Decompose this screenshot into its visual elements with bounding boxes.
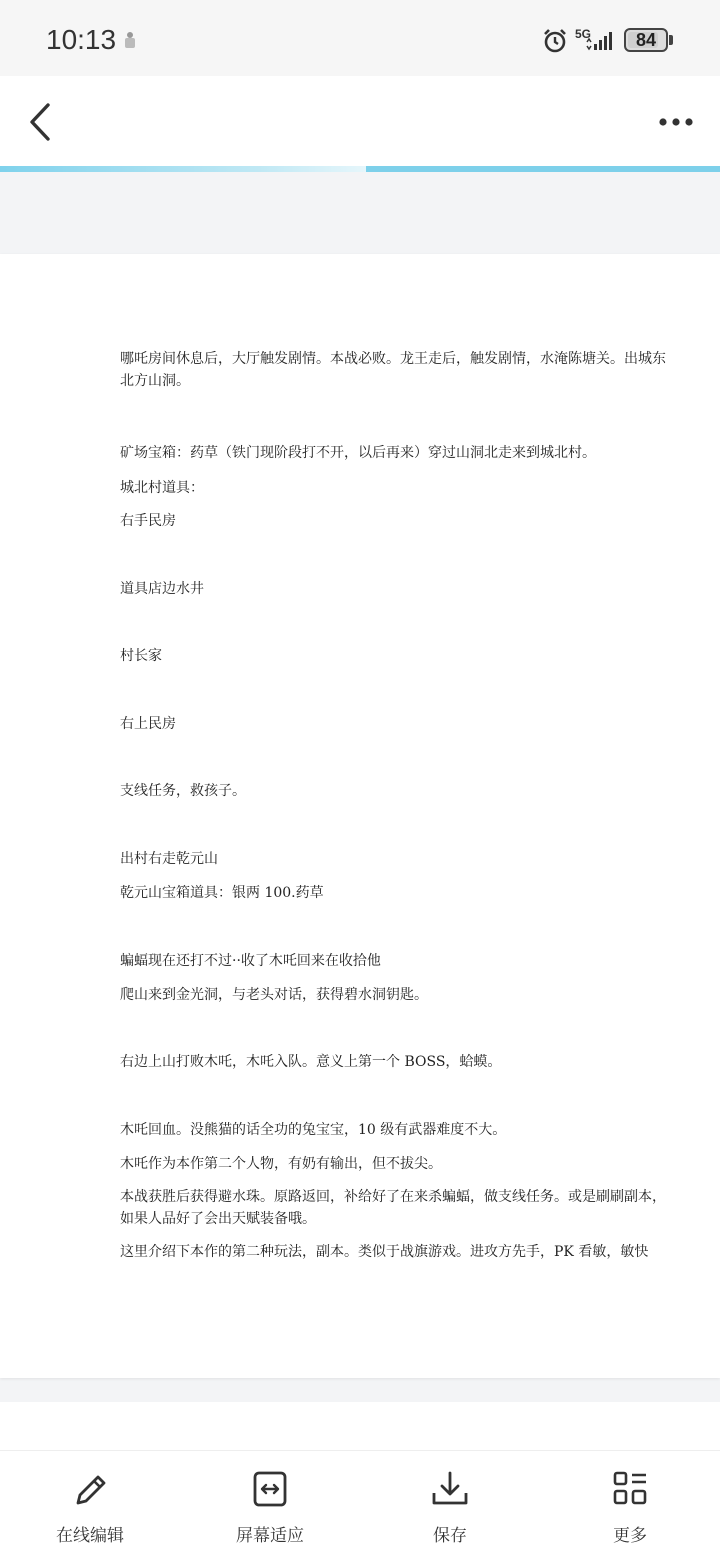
doc-paragraph: 乾元山宝箱道具：银两 100.药草 — [120, 885, 324, 901]
doc-paragraph: 蝙蝠现在还打不过··收了木吒回来在收拾他 — [120, 953, 381, 969]
page-gap — [0, 172, 720, 254]
alarm-icon — [542, 28, 568, 54]
more-options-button[interactable] — [654, 104, 698, 140]
doc-paragraph: 右上民房 — [120, 716, 176, 732]
more-horizontal-icon — [658, 117, 694, 127]
battery-cap — [669, 35, 673, 45]
battery-indicator — [624, 28, 668, 52]
next-document-page — [0, 1402, 720, 1450]
fit-screen-icon — [250, 1469, 290, 1509]
document-page — [0, 254, 720, 1378]
doc-paragraph: 哪吒房间休息后，大厅触发剧情。本战必败。龙王走后，触发剧情，水淹陈塘关。出城东北方山洞。 — [120, 351, 666, 389]
status-time: 10:13 — [46, 24, 117, 55]
doc-paragraph: 支线任务，救孩子。 — [120, 783, 246, 799]
doc-paragraph: 木吒回血。没熊猫的话全功的兔宝宝，10 级有武器难度不大。 — [120, 1122, 507, 1138]
signal-icon — [586, 28, 618, 52]
grid-icon — [610, 1469, 650, 1509]
chevron-left-icon — [28, 102, 52, 142]
download-icon — [430, 1469, 470, 1509]
network-type: 5G — [575, 27, 592, 41]
bottom-toolbar — [0, 1450, 720, 1560]
notification-app-icon — [122, 30, 138, 50]
pencil-icon — [70, 1469, 110, 1509]
doc-paragraph: 木吒作为本作第二个人物，有奶有输出，但不拔尖。 — [120, 1156, 442, 1172]
status-bar — [0, 0, 720, 76]
battery-level: 84 — [635, 30, 657, 50]
save-button[interactable] — [370, 1469, 530, 1549]
doc-paragraph: 右手民房 — [120, 513, 176, 529]
online-edit-button[interactable] — [10, 1469, 170, 1549]
doc-paragraph: 矿场宝箱：药草（铁门现阶段打不开，以后再来）穿过山洞北走来到城北村。 — [120, 445, 596, 461]
doc-paragraph: 村长家 — [120, 648, 162, 664]
doc-paragraph: 城北村道具： — [120, 480, 204, 496]
doc-paragraph: 出村右走乾元山 — [120, 851, 218, 867]
doc-paragraph: 右边上山打败木吒，木吒入队。意义上第一个 BOSS，蛤蟆。 — [120, 1054, 502, 1070]
back-button[interactable] — [20, 100, 60, 144]
fit-screen-button[interactable] — [190, 1469, 350, 1549]
doc-paragraph: 本战获胜后获得避水珠。原路返回，补给好了在来杀蝙蝠，做支线任务。或是刷刷副本，如果人品好了会出天赋装备哦。 — [120, 1189, 666, 1227]
doc-paragraph: 爬山来到金光洞，与老头对话，获得碧水洞钥匙。 — [120, 987, 428, 1003]
app-bar — [0, 76, 720, 166]
online-edit-label: 在线编辑 — [56, 1526, 124, 1546]
doc-paragraph: 这里介绍下本作的第二种玩法，副本。类似于战旗游戏。进攻方先手，PK 看敏，敏快 — [120, 1244, 649, 1260]
save-label: 保存 — [433, 1526, 467, 1546]
doc-paragraph: 道具店边水井 — [120, 581, 204, 597]
fit-screen-label: 屏幕适应 — [236, 1526, 304, 1546]
more-label: 更多 — [613, 1526, 647, 1546]
more-button[interactable] — [550, 1469, 710, 1549]
